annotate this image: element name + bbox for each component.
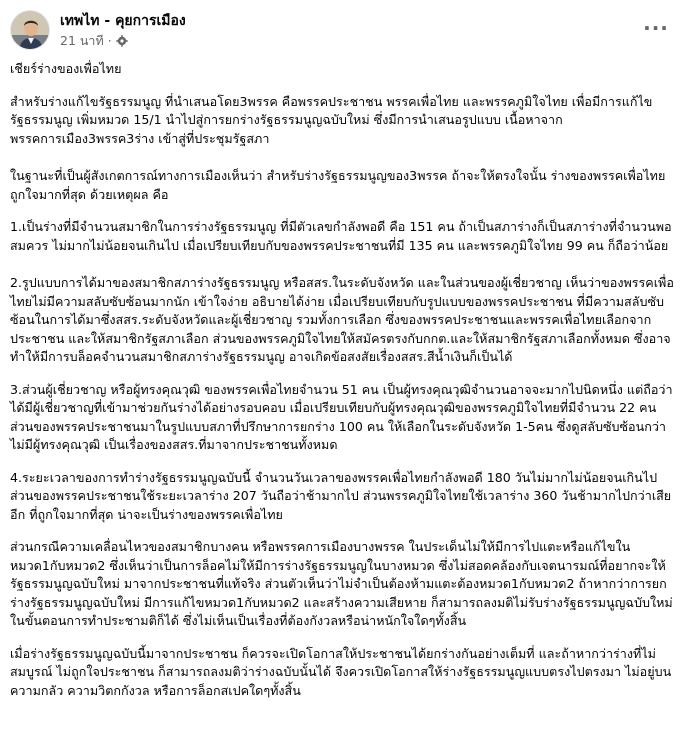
post-paragraph: 1.เป็นร่างที่มีจำนวนสมาชิกในการร่างรัฐธรรมนูญ ที่มีตัวเลขกำลังพอดี คือ 151 คน ถ้าเป็นสภาร่างก็เป็นสภาร่างที่จำนวนพอสมควร ไม่มากไม่น้อยจนเกินไป เมื่อเปรียบเทียบกับของพรรคประชาชนที่มี 135 คน และพรรคภูมิใจไทย 99 คน ก็ถือว่าน้อย [10,219,672,253]
post-paragraph-title: เชียร์ร่างของเพื่อไทย [10,61,122,76]
avatar[interactable] [10,10,50,50]
post-body [10,60,674,719]
post-paragraph: 4.ระยะเวลาของการทำร่างรัฐธรรมนูญฉบับนี้ จำนวนวันเวลาของพรรคเพื่อไทยกำลังพอดี 180 วันไม่มากไม่น้อยจนเกินไป ส่วนของพรรคประชาชนใช้ระยะเวลาร่าง 207 วันถือว่าช้ามากไป ส่วนพรรคภูมิใจไทยใช้เวลาร่าง 360 วันช้ามากไปกว่าเสียอีก ที่ถูกใจมากที่สุด น่าจะเป็นร่างของพรรคเพื่อไทย [10,469,672,522]
post-paragraph: สำหรับร่างแก้ไขรัฐธรรมนูญ ที่นำเสนอโดย3พรรค คือพรรคประชาชน พรรคเพื่อไทย และพรรคภูมิใจไทย เพื่อมีการแก้ไขรัฐธรรมนูญ เพิ่มหมวด 15/1 นำไปสู่การยกร่างรัฐธรรมนูญฉบับใหม่ ซึ่งมีการนำเสนอรูปแบบ เนื้อหาจากพรรคการเมือง3พรรค3ร่าง เข้าสู่ที่ประชุมรัฐสภา [10,93,653,146]
gear-icon[interactable] [116,35,128,47]
post-header [10,8,674,52]
post-paragraph: ในฐานะที่เป็นผู้สังเกตการณ์ทางการเมืองเห็นว่า สำหรับร่างรัฐธรรมนูญของ3พรรค ถ้าจะให้ตรงใจนั้น ร่างของพรรคเพื่อไทย ถูกใจมากที่สุด ด้วยเหตุผล คือ [10,168,666,202]
post-paragraph: ส่วนกรณีความเคลื่อนไหวของสมาชิกบางคน หรือพรรคการเมืองบางพรรค ในประเด็นไม่ให้มีการไปแตะหรือแก้ไขในหมวด1กับหมวด2 ซึ่งเห็นว่าเป็นการล็อคไม่ให้มีการร่างรัฐธรรมนูญในบางหมวด ซึ่งไม่สอดคล้องกับเจตนารมณ์ที่อยากจะให้รัฐธรรมนูญฉบับใหม่ มาจากประชาชนที่แท้จริง ส่วนตัวเห็นว่าไม่จำเป็นต้องห้ามแตะต้องหมวด1กับหมวด2 ถ้าหากว่าการยกร่างรัฐธรรมนูญฉบับใหม่ มีการแก้ไขหมวด1กับหมวด2 และสร้างความเสียหาย ก็สามารถลงมติไม่รับร่างรัฐธรรมนูญฉบับใหม่ ในขั้นตอนการทำประชามติก็ได้ ซึ่งไม่เห็นเป็นเรื่องที่ต้องกังวลหรือน่าหนักใจใดๆทั้งสิ้น [10,539,673,628]
avatar-image [11,11,50,50]
post-paragraph: 3.ส่วนผู้เชี่ยวชาญ หรือผู้ทรงคุณวุฒิ ของพรรคเพื่อไทยจำนวน 51 คน เป็นผู้ทรงคุณวุฒิจำนวนอาจจะมากไปนิดหนึ่ง แต่ถือว่าได้มีผู้เชี่ยวชาญที่เข้ามาช่วยกันร่างได้อย่างรอบคอบ เมื่อเปรียบเทียบกับผู้ทรงคุณวุฒิของพรรคภูมิใจไทยที่มีจำนวน 22 คน ส่วนของพรรคประชาชนมาในรูปแบบสภาที่ปรึกษาการยกร่าง 100 คน ให้เลือกในระดับจังหวัด 1-5คน ซึ่งดูสลับซับซ้อนกว่า ไม่มีผู้ทรงคุณวุฒิ เป็นเรื่องของสสร.ที่มาจากประชาชนทั้งหมด [10,381,673,452]
post-meta [60,33,128,49]
more-options-icon: ··· [643,16,669,40]
post-paragraph: 2.รูปแบบการได้มาของสมาชิกสภาร่างรัฐธรรมนูญ หรือสสร.ในระดับจังหวัด และในส่วนของผู้เชี่ยวชาญ เห็นว่าของพรรคเพื่อไทยไม่มีความสลับซับซ้อนมากนัก เข้าใจง่าย อธิบายได้ง่าย เมื่อเปรียบเทียบกับรูปแบบของพรรคประชาชน ที่มีความสลับซับซ้อนในการได้มาซึ่งสสร.ระดับจังหวัดและผู้เชี่ยวชาญ รวมทั้งการเลือก ซึ่งของพรรคประชาชนและพรรคเพื่อไทยเลือกจากประชาชน และให้สมาชิกรัฐสภาเลือก ส่วนของพรรคภูมิใจไทยให้สมัครตรงกับกกต.และให้สมาชิกรัฐสภาเลือกทั้งหมด ซึ่งอาจทำให้มีการบล็อคจำนวนสมาชิกสภาร่างรัฐธรรมนูญ อาจเกิดข้อสงสัยเรื่องสสร.สีน้ำเงินก็เป็นได้ [10,275,674,364]
post-paragraph: เมื่อร่างรัฐธรรมนูญฉบับนี้มาจากประชาชน ก็ควรจะเปิดโอกาสให้ประชาชนได้ยกร่างกันอย่างเต็มที่ และถ้าหากว่าร่างที่ไม่สมบูรณ์ ไม่ถูกใจประชาชน ก็สามารถลงมติว่าร่างฉบับนั้นได้ จึงควรเปิดโอกาสให้ร่างรัฐธรรมนูญแบบตรงไปตรงมา ไม่อยู่บนความกลัว ความวิตกกังวล หรือการล็อกสเปคใดๆทั้งสิ้น [10,645,672,698]
more-options-button[interactable] [638,10,674,46]
author-name[interactable]: เทพไท - คุยการเมือง [60,13,186,29]
post-timestamp[interactable]: 21 นาที [60,33,104,48]
meta-separator: · [107,33,112,48]
